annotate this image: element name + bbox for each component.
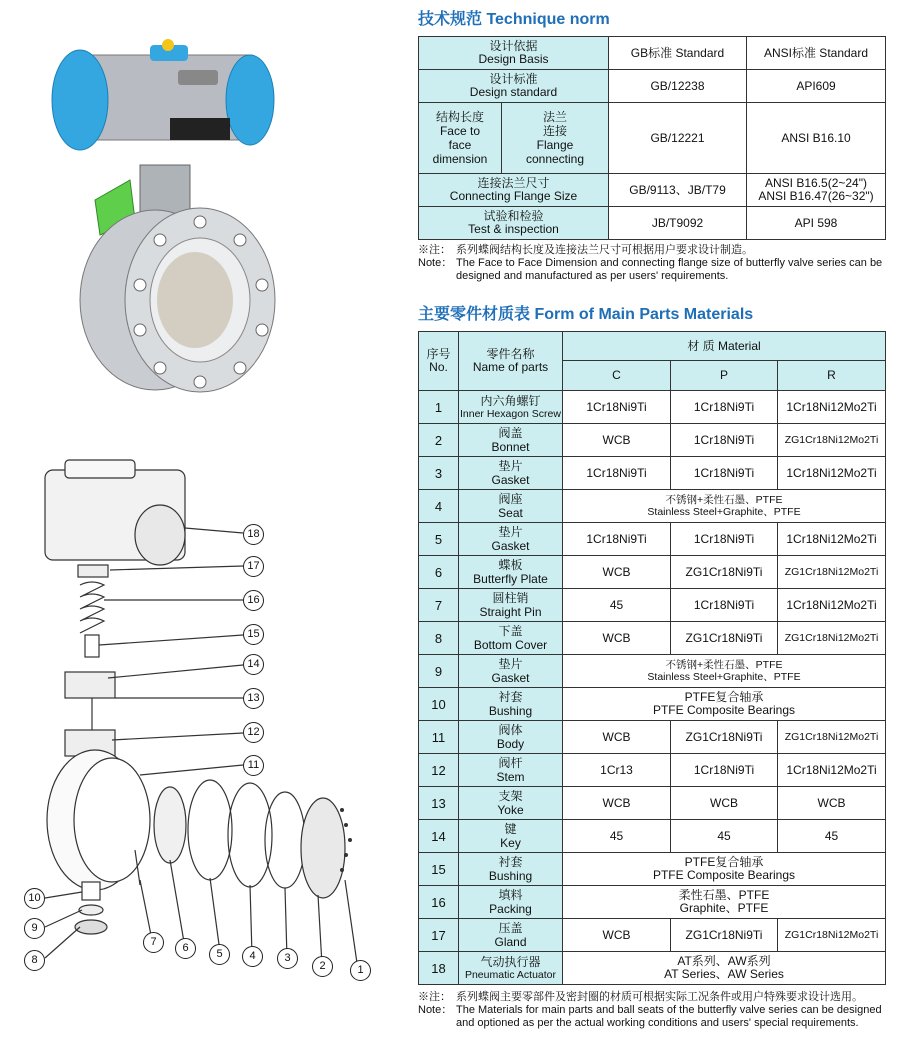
part-name: [459, 853, 563, 886]
materials-body: [419, 391, 886, 985]
material-r: ZG1Cr18Ni12Mo2Ti: [778, 424, 886, 457]
material-r: 1Cr18Ni12Mo2Ti: [778, 391, 886, 424]
note-en: The Materials for main parts and ball seats of the butterfly valve series can be designed and optioned as per the actual working conditions and users' special requirements.: [456, 1004, 882, 1029]
callout-1: 1: [350, 960, 371, 981]
material-r: ZG1Cr18Ni12Mo2Ti: [778, 556, 886, 589]
technique-note: [418, 244, 890, 283]
technique-row: [419, 174, 886, 207]
part-name-en: Bushing: [488, 869, 533, 883]
part-name-cn: 阀体: [498, 723, 523, 737]
material-p: 1Cr18Ni9Ti: [671, 589, 778, 622]
material-r: 1Cr18Ni12Mo2Ti: [778, 523, 886, 556]
material-r: ZG1Cr18Ni12Mo2Ti: [778, 622, 886, 655]
table-row: [419, 490, 886, 523]
tech-gb: GB/12238: [609, 70, 747, 103]
table-row: [419, 919, 886, 952]
part-no: 9: [419, 655, 459, 688]
part-name-cn: 阀盖: [498, 426, 523, 440]
part-no: 13: [419, 787, 459, 820]
part-name-en: Gland: [494, 935, 527, 949]
part-name-cn: 衬套: [498, 690, 523, 704]
callout-8: 8: [24, 950, 45, 971]
part-name-cn: 压盖: [498, 921, 523, 935]
table-row: [419, 622, 886, 655]
tech-gb: GB标准 Standard: [609, 37, 747, 70]
material-p: 1Cr18Ni9Ti: [671, 424, 778, 457]
part-name-cn: 垫片: [498, 657, 523, 671]
part-name: [459, 622, 563, 655]
tech-ansi: ANSI B16.10: [747, 103, 886, 174]
technique-row: [419, 207, 886, 240]
material-c: 1Cr18Ni9Ti: [563, 391, 671, 424]
part-no: 10: [419, 688, 459, 721]
exploded-diagram: [0, 440, 410, 1000]
table-row: [419, 853, 886, 886]
header-no: 序号 No.: [419, 332, 459, 391]
tech-ansi: ANSI标准 Standard: [747, 37, 886, 70]
callout-18: 18: [243, 524, 264, 545]
technique-row: [419, 103, 886, 174]
table-row: [419, 688, 886, 721]
material-span: AT系列、AW系列 AT Series、AW Series: [563, 952, 886, 985]
material-p: 1Cr18Ni9Ti: [671, 391, 778, 424]
callout-16: 16: [243, 590, 264, 611]
callout-6: 6: [175, 938, 196, 959]
tech-label: 试验和检验 Test & inspection: [419, 207, 609, 240]
part-name-cn: 填料: [498, 888, 523, 902]
part-name: [459, 820, 563, 853]
tech-label: 设计依据 Design Basis: [419, 37, 609, 70]
tech-label: 设计标准 Design standard: [419, 70, 609, 103]
part-no: 7: [419, 589, 459, 622]
material-r: 1Cr18Ni12Mo2Ti: [778, 754, 886, 787]
table-row: [419, 391, 886, 424]
materials-note: [418, 991, 890, 1030]
part-no: 3: [419, 457, 459, 490]
part-name: [459, 655, 563, 688]
part-name-en: Seat: [498, 506, 523, 520]
callout-5: 5: [209, 944, 230, 965]
tech-label-b: 法兰 连接 Flange connecting: [525, 110, 585, 166]
part-name-en: Pneumatic Actuator: [464, 969, 557, 981]
part-name: [459, 919, 563, 952]
part-no: 1: [419, 391, 459, 424]
material-c: WCB: [563, 622, 671, 655]
callout-9: 9: [24, 918, 45, 939]
spec-panel: [418, 0, 890, 1030]
material-span: PTFE复合轴承 PTFE Composite Bearings: [563, 853, 886, 886]
part-no: 2: [419, 424, 459, 457]
callout-17: 17: [243, 556, 264, 577]
callout-4: 4: [242, 946, 263, 967]
material-r: WCB: [778, 787, 886, 820]
table-row: [419, 721, 886, 754]
part-name-cn: 键: [504, 822, 517, 836]
note-en: The Face to Face Dimension and connecting flange size of butterfly valve series can be designed and manufactured as per users' requirements.: [456, 257, 883, 282]
part-name-cn: 支架: [498, 789, 523, 803]
material-r: 1Cr18Ni12Mo2Ti: [778, 457, 886, 490]
note-cn: 系列蝶阀主要零部件及密封圈的材质可根据实际工况条件或用户特殊要求设计选用。: [456, 991, 863, 1003]
material-c: 1Cr13: [563, 754, 671, 787]
part-name-en: Gasket: [491, 539, 530, 553]
material-p: ZG1Cr18Ni9Ti: [671, 622, 778, 655]
callout-10: 10: [24, 888, 45, 909]
material-p: 45: [671, 820, 778, 853]
part-name: [459, 391, 563, 424]
part-name-en: Stem: [496, 770, 525, 784]
part-name-cn: 气动执行器: [480, 955, 541, 969]
part-name: [459, 886, 563, 919]
part-name-en: Key: [500, 836, 521, 850]
part-name-cn: 垫片: [498, 459, 523, 473]
callout-2: 2: [312, 956, 333, 977]
table-row: [419, 952, 886, 985]
technique-row: [419, 70, 886, 103]
table-row: [419, 556, 886, 589]
part-name: [459, 589, 563, 622]
part-no: 15: [419, 853, 459, 886]
part-name-cn: 下盖: [498, 624, 523, 638]
table-row: [419, 820, 886, 853]
table-row: [419, 424, 886, 457]
part-no: 17: [419, 919, 459, 952]
material-span: PTFE复合轴承 PTFE Composite Bearings: [563, 688, 886, 721]
tech-label: 连接法兰尺寸 Connecting Flange Size: [419, 174, 609, 207]
table-row: [419, 589, 886, 622]
part-name-cn: 阀座: [498, 492, 523, 506]
part-name: [459, 424, 563, 457]
tech-ansi: API 598: [747, 207, 886, 240]
part-no: 4: [419, 490, 459, 523]
callout-3: 3: [277, 948, 298, 969]
part-name-cn: 内六角螺钉: [480, 394, 541, 408]
callout-12: 12: [243, 722, 264, 743]
valve-photo: [0, 0, 410, 400]
table-row: [419, 754, 886, 787]
part-name: [459, 721, 563, 754]
callout-15: 15: [243, 624, 264, 645]
materials-title: 主要零件材质表 Form of Main Parts Materials: [418, 306, 754, 323]
tech-ansi: ANSI B16.5(2~24") ANSI B16.47(26~32"): [747, 174, 886, 207]
material-c: WCB: [563, 721, 671, 754]
part-name: [459, 787, 563, 820]
material-p: ZG1Cr18Ni9Ti: [671, 556, 778, 589]
part-name: [459, 523, 563, 556]
part-name-en: Bonnet: [491, 440, 530, 454]
technique-title: 技术规范 Technique norm: [418, 11, 610, 28]
part-name-en: Butterfly Plate: [473, 572, 548, 586]
materials-table: [418, 331, 886, 985]
material-r: 45: [778, 820, 886, 853]
material-r: ZG1Cr18Ni12Mo2Ti: [778, 721, 886, 754]
material-c: WCB: [563, 919, 671, 952]
header-p: P: [671, 361, 778, 391]
part-no: 11: [419, 721, 459, 754]
part-name-en: Body: [496, 737, 525, 751]
part-name: [459, 754, 563, 787]
material-r: ZG1Cr18Ni12Mo2Ti: [778, 919, 886, 952]
table-row: [419, 655, 886, 688]
part-name-cn: 阀杆: [498, 756, 523, 770]
header-material: 材 质 Material: [563, 332, 886, 361]
material-span: 柔性石墨、PTFE Graphite、PTFE: [563, 886, 886, 919]
part-name-en: Straight Pin: [479, 605, 542, 619]
tech-gb: GB/12221: [609, 103, 747, 174]
note-key: ※注：: [418, 244, 451, 256]
tech-label-a: 结构长度 Face to face dimension: [419, 103, 502, 173]
part-name: [459, 490, 563, 523]
material-p: 1Cr18Ni9Ti: [671, 523, 778, 556]
table-row: [419, 523, 886, 556]
callout-11: 11: [243, 755, 264, 776]
material-p: ZG1Cr18Ni9Ti: [671, 919, 778, 952]
part-name-en: Inner Hexagon Screw: [460, 408, 561, 420]
part-name: [459, 952, 563, 985]
callout-13: 13: [243, 688, 264, 709]
table-row: [419, 787, 886, 820]
part-name-cn: 蝶板: [498, 558, 523, 572]
note-key: Note：: [418, 1004, 453, 1016]
part-name-en: Gasket: [491, 473, 530, 487]
part-name: [459, 556, 563, 589]
material-p: 1Cr18Ni9Ti: [671, 457, 778, 490]
part-name-cn: 圆柱销: [492, 591, 529, 605]
technique-row: [419, 37, 886, 70]
note-cn: 系列蝶阀结构长度及连接法兰尺寸可根据用户要求设计制造。: [456, 244, 753, 256]
tech-gb: JB/T9092: [609, 207, 747, 240]
note-key: Note：: [418, 257, 453, 269]
material-c: 1Cr18Ni9Ti: [563, 457, 671, 490]
part-no: 18: [419, 952, 459, 985]
material-c: WCB: [563, 556, 671, 589]
header-c: C: [563, 361, 671, 391]
callout-14: 14: [243, 654, 264, 675]
part-no: 8: [419, 622, 459, 655]
material-p: ZG1Cr18Ni9Ti: [671, 721, 778, 754]
materials-header-row: [419, 332, 886, 361]
material-span: 不锈钢+柔性石墨、PTFE Stainless Steel+Graphite、PTFE: [563, 655, 886, 688]
part-no: 5: [419, 523, 459, 556]
material-c: WCB: [563, 787, 671, 820]
callout-7: 7: [143, 932, 164, 953]
note-key: ※注：: [418, 991, 451, 1003]
material-c: 45: [563, 820, 671, 853]
part-no: 16: [419, 886, 459, 919]
illustration-panel: [0, 0, 410, 1054]
material-span: 不锈钢+柔性石墨、PTFE Stainless Steel+Graphite、PTFE: [563, 490, 886, 523]
material-c: WCB: [563, 424, 671, 457]
table-row: [419, 886, 886, 919]
part-no: 6: [419, 556, 459, 589]
technique-table: [418, 36, 886, 240]
material-c: 1Cr18Ni9Ti: [563, 523, 671, 556]
part-name-en: Packing: [489, 902, 532, 916]
part-name-en: Bushing: [488, 704, 533, 718]
part-name: [459, 457, 563, 490]
header-r: R: [778, 361, 886, 391]
part-name: [459, 688, 563, 721]
part-name-en: Yoke: [497, 803, 524, 817]
part-no: 14: [419, 820, 459, 853]
part-name-en: Bottom Cover: [473, 638, 548, 652]
material-p: WCB: [671, 787, 778, 820]
header-name: 零件名称 Name of parts: [459, 332, 563, 391]
tech-gb: GB/9113、JB/T79: [609, 174, 747, 207]
tech-ansi: API609: [747, 70, 886, 103]
part-no: 12: [419, 754, 459, 787]
part-name-cn: 衬套: [498, 855, 523, 869]
part-name-en: Gasket: [491, 671, 530, 685]
material-r: 1Cr18Ni12Mo2Ti: [778, 589, 886, 622]
part-name-cn: 垫片: [498, 525, 523, 539]
table-row: [419, 457, 886, 490]
material-c: 45: [563, 589, 671, 622]
material-p: 1Cr18Ni9Ti: [671, 754, 778, 787]
